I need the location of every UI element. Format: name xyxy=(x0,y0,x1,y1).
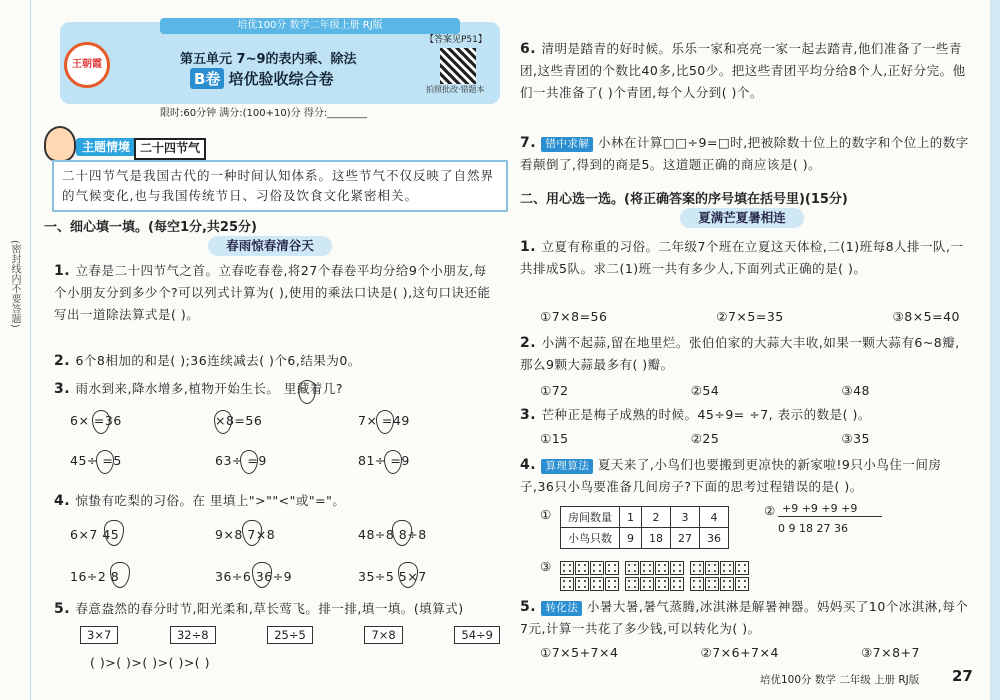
exam-meta: 限时:60分钟 满分:(100+10)分 得分:________ xyxy=(160,108,368,119)
option[interactable]: ①7×8=56 xyxy=(540,309,608,324)
dice-group xyxy=(560,576,750,595)
option[interactable]: ③7×8+7 xyxy=(860,645,920,660)
option[interactable]: ②54 xyxy=(690,383,720,398)
table-cell: 36 xyxy=(700,528,729,549)
brand-logo: 王朝霞 xyxy=(64,42,110,88)
drop-icon xyxy=(298,380,316,404)
drop-input-icon[interactable] xyxy=(96,450,114,474)
exam-title xyxy=(190,68,333,89)
table-cell: 小鸟只数 xyxy=(561,528,620,549)
expression-card: 32÷8 xyxy=(170,626,216,644)
footer-text: 培优100分 数学 二年级 上册 RJ版 xyxy=(760,674,920,686)
drop-input-icon[interactable] xyxy=(240,450,258,474)
q3-text: 雨水到来,降水增多,植物开始生长。 里藏着几? xyxy=(75,381,343,396)
table-cell: 4 xyxy=(700,507,729,528)
q-number: 7. xyxy=(520,135,542,151)
series-strip: 培优100分 数学二年级上册 RJ版 xyxy=(160,18,460,34)
q-number: 3. xyxy=(520,407,542,423)
q3-item-text: 7× =49 xyxy=(358,413,410,428)
choice-4 xyxy=(520,454,970,498)
paper-badge: B卷 xyxy=(190,68,224,89)
c4-label: ② xyxy=(764,503,776,518)
exam-title-text: 培优验收综合卷 xyxy=(228,70,334,88)
qr-code-icon[interactable] xyxy=(440,48,476,84)
section1-title: 一、细心填一填。(每空1分,共25分) xyxy=(44,220,257,235)
q-number: 1. xyxy=(54,263,76,279)
q-number: 1. xyxy=(520,239,542,255)
unit-title: 第五单元 7~9的表内乘、除法 xyxy=(180,52,357,67)
binding-note: (密封线内不要答题) xyxy=(9,240,20,328)
pear-input-icon[interactable] xyxy=(242,520,262,546)
page-edge xyxy=(990,0,1000,700)
c3-text: 芒种正是梅子成熟的时候。45÷9= ÷7, 表示的数是( )。 xyxy=(541,407,871,422)
section2-pill: 夏满芒夏暑相连 xyxy=(680,208,804,228)
drop-input-icon[interactable] xyxy=(92,410,110,434)
option[interactable]: ①72 xyxy=(540,383,569,398)
pear-input-icon[interactable] xyxy=(252,562,272,588)
question-3 xyxy=(54,378,499,400)
q3-item-text: 81÷ =9 xyxy=(358,453,410,468)
expression-card: 25÷5 xyxy=(267,626,313,644)
q4-item-text: 48÷8 8÷8 xyxy=(358,527,427,542)
option[interactable]: ③35 xyxy=(841,431,870,446)
q7-tag: 错中求解 xyxy=(541,137,593,152)
q3-item-text: 63÷ =9 xyxy=(215,453,267,468)
c1-options xyxy=(540,306,960,328)
choice-3 xyxy=(520,404,970,426)
question-7 xyxy=(520,132,970,176)
q3-item-text: 45÷ =5 xyxy=(70,453,122,468)
c5-tag: 转化法 xyxy=(541,601,582,616)
pear-input-icon[interactable] xyxy=(104,520,124,546)
choice-1 xyxy=(520,236,970,280)
pear-input-icon[interactable] xyxy=(392,520,412,546)
q4-item-text: 35÷5 5×7 xyxy=(358,569,427,584)
q2-text: 6个8相加的和是( );36连续减去( )个6,结果为0。 xyxy=(75,353,361,368)
pear-input-icon[interactable] xyxy=(398,562,418,588)
q6-text: 清明是踏青的好时候。乐乐一家和亮亮一家一起去踏青,他们准备了一些青团,这些青团的个数比40多,比50少。把这些青团平均分给8个人,正好分完。他们一共准备了( )个青团,每个人分到( )个。 xyxy=(520,41,966,100)
c4-text: 夏天来了,小鸟们也要搬到更凉快的新家啦!9只小鸟住一间房子,36只小鸟要准备几间房子?下面的思考过程错误的是( )。 xyxy=(520,457,942,494)
q-number: 4. xyxy=(54,493,76,509)
drop-input-icon[interactable] xyxy=(384,450,402,474)
choice-5 xyxy=(520,596,970,640)
theme-tag: 主题情境 xyxy=(76,138,136,156)
q4-item-text: 9×8 7×8 xyxy=(215,527,276,542)
option[interactable]: ③8×5=40 xyxy=(892,309,960,324)
q3-item-text: 6× =36 xyxy=(70,413,122,428)
option[interactable]: ①7×5+7×4 xyxy=(540,645,619,660)
drop-input-icon[interactable] xyxy=(376,410,394,434)
student-avatar-icon xyxy=(44,126,76,162)
c4-label: ① xyxy=(540,507,552,522)
table-cell: 2 xyxy=(642,507,671,528)
section2-title: 二、用心选一选。(将正确答案的序号填在括号里)(15分) xyxy=(520,192,848,207)
number-line xyxy=(778,516,882,517)
q7-text: 小林在计算□□÷9=□时,把被除数十位上的数字和个位上的数字看颠倒了,得到的商是5。这道题正确的商应该是( )。 xyxy=(520,135,969,172)
q-number: 3. xyxy=(54,381,76,397)
q5-text: 春意盎然的春分时节,阳光柔和,草长莺飞。排一排,填一填。(填算式) xyxy=(75,601,464,616)
number-line-jumps: +9 +9 +9 +9 xyxy=(782,502,858,515)
section1-pill: 春雨惊春清谷天 xyxy=(208,236,332,256)
option[interactable]: ②25 xyxy=(690,431,720,446)
q5-answer-blank[interactable]: ( )>( )>( )>( )>( ) xyxy=(90,655,211,670)
option[interactable]: ③48 xyxy=(841,383,870,398)
q-number: 6. xyxy=(520,41,542,57)
option[interactable]: ②7×5=35 xyxy=(716,309,784,324)
qr-caption: 拍照批改·错题本 xyxy=(426,85,485,94)
c4-tag: 算理算法 xyxy=(541,459,593,474)
question-4 xyxy=(54,490,499,512)
question-1 xyxy=(54,260,499,326)
table-cell: 3 xyxy=(671,507,700,528)
theme-paragraph: 二十四节气是我国古代的一种时间认知体系。这些节气不仅反映了自然界的气候变化,也与我国传统节日、习俗及饮食文化紧密相关。 xyxy=(62,168,495,203)
q-number: 5. xyxy=(54,601,76,617)
binding-margin xyxy=(0,0,31,700)
q4-item-text: 16÷2 8 xyxy=(70,569,120,584)
c5-text: 小暑大暑,暑气蒸腾,冰淇淋是解暑神器。妈妈买了10个冰淇淋,每个7元,计算一共花了多少钱,可以转化为( )。 xyxy=(520,599,969,636)
c2-text: 小满不起蒜,留在地里烂。张伯伯家的大蒜大丰收,如果一颗大蒜有6~8瓣,那么9颗大蒜最多有( )瓣。 xyxy=(520,335,960,372)
q1-text: 立春是二十四节气之首。立春吃春卷,将27个春卷平均分给9个小朋友,每个小朋友分到多少个?可以列式计算为( ),使用的乘法口诀是( ),这句口诀还能写出一道除法算式是( )。 xyxy=(54,263,491,322)
c3-options xyxy=(540,428,870,450)
question-2 xyxy=(54,350,499,372)
page-number: 27 xyxy=(952,667,973,685)
question-5 xyxy=(54,598,499,620)
table-cell: 18 xyxy=(642,528,671,549)
q4-text: 惊蛰有吃梨的习俗。在 里填上">""<"或"="。 xyxy=(75,493,346,508)
q4-item-text: 6×7 45 xyxy=(70,527,120,542)
q-number: 2. xyxy=(520,335,542,351)
drop-input-icon[interactable] xyxy=(214,410,232,434)
c4-label: ③ xyxy=(540,559,552,574)
expression-card: 3×7 xyxy=(80,626,118,644)
c4-table xyxy=(560,506,729,549)
pear-input-icon[interactable] xyxy=(110,562,130,588)
c1-text: 立夏有称重的习俗。二年级7个班在立夏这天体检,二(1)班每8人排一队,一共排成5队。求二(1)班一共有多少人,下面列式正确的是( )。 xyxy=(520,239,964,276)
choice-2 xyxy=(520,332,970,376)
table-cell: 房间数量 xyxy=(561,507,620,528)
option[interactable]: ②7×6+7×4 xyxy=(700,645,779,660)
answer-reference: 【答案见P51】 xyxy=(425,35,487,45)
q-number: 4. xyxy=(520,457,542,473)
table-cell: 9 xyxy=(620,528,642,549)
c5-options xyxy=(540,642,920,664)
q4-item-text: 36÷6 36÷9 xyxy=(215,569,293,584)
c2-options xyxy=(540,380,870,402)
expression-card: 54÷9 xyxy=(454,626,500,644)
q3-item-text: ×8=56 xyxy=(215,413,263,428)
number-line-ticks: 0 9 18 27 36 xyxy=(778,522,848,535)
expression-card: 7×8 xyxy=(364,626,402,644)
theme-title: 二十四节气 xyxy=(134,138,206,160)
q-number: 5. xyxy=(520,599,542,615)
question-6 xyxy=(520,38,970,104)
q5-cards xyxy=(80,626,500,644)
q-number: 2. xyxy=(54,353,76,369)
option[interactable]: ①15 xyxy=(540,431,569,446)
table-cell: 1 xyxy=(620,507,642,528)
table-cell: 27 xyxy=(671,528,700,549)
